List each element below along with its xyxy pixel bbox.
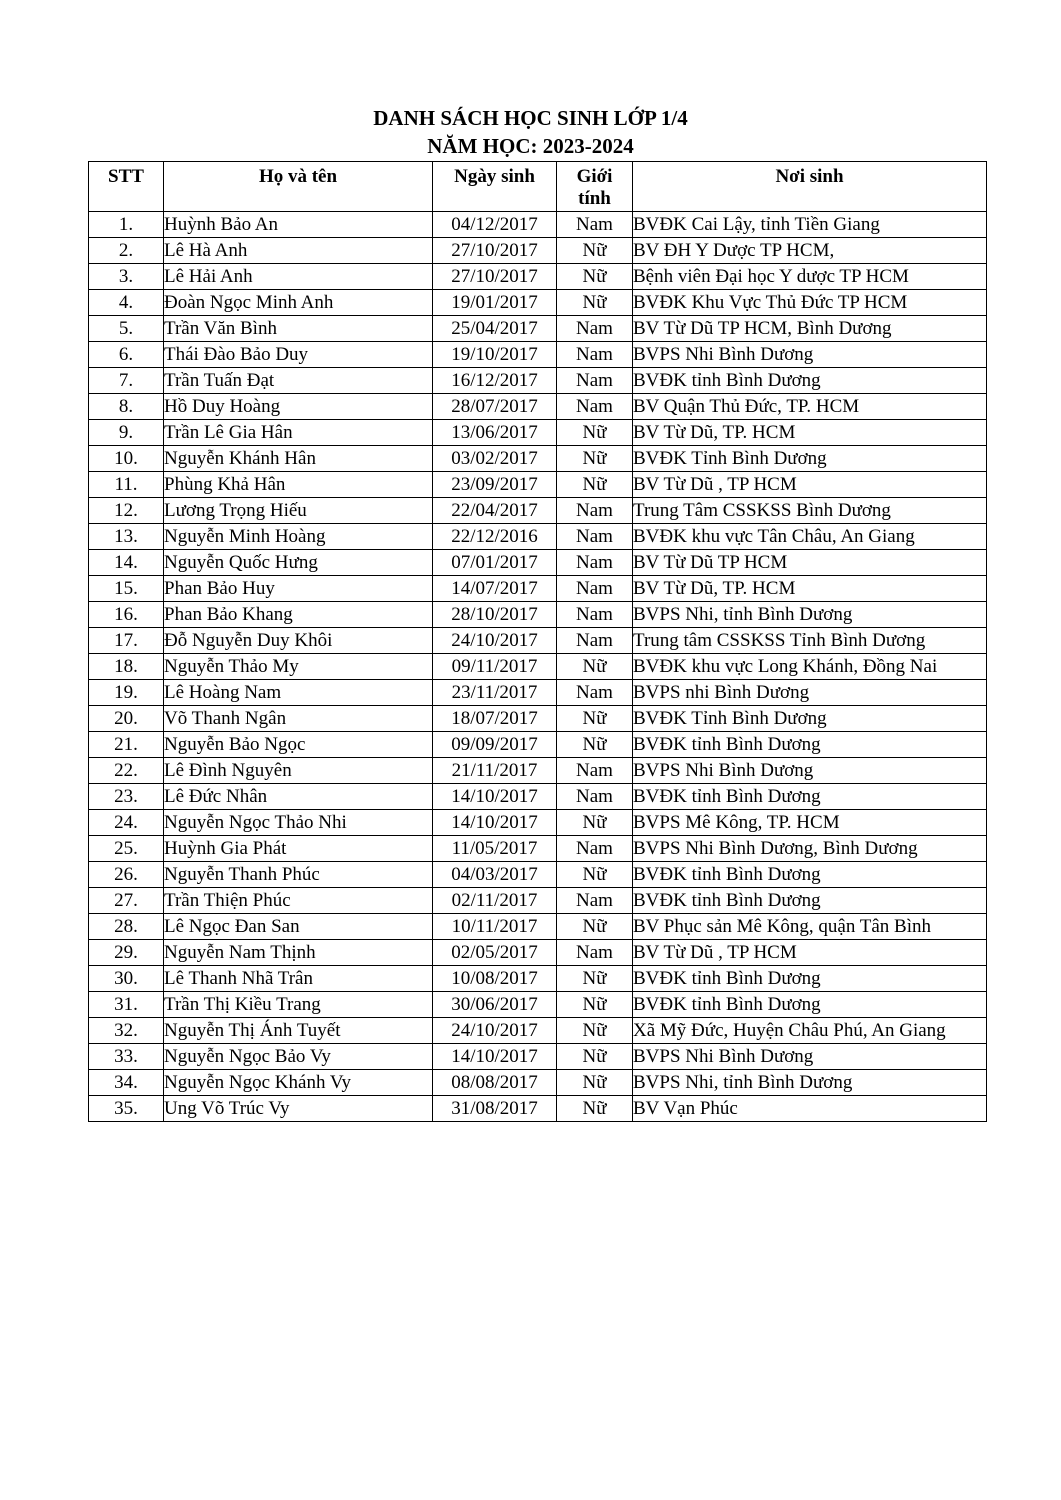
table-row [89,654,987,680]
cell-stt: 8. [89,394,164,420]
cell-gender: Nam [557,940,633,966]
cell-gender: Nữ [557,810,633,836]
cell-dob: 28/07/2017 [433,394,557,420]
cell-dob: 16/12/2017 [433,368,557,394]
cell-birthplace: BVĐK Tỉnh Bình Dương [633,446,987,472]
cell-dob: 13/06/2017 [433,420,557,446]
cell-stt: 10. [89,446,164,472]
cell-name: Nguyễn Ngọc Thảo Nhi [164,810,433,836]
cell-dob: 25/04/2017 [433,316,557,342]
header-row [89,162,987,212]
cell-name: Trần Thị Kiều Trang [164,992,433,1018]
cell-stt: 31. [89,992,164,1018]
cell-name: Phan Bảo Khang [164,602,433,628]
cell-dob: 31/08/2017 [433,1096,557,1122]
cell-stt: 3. [89,264,164,290]
cell-birthplace: Trung tâm CSSKSS Tỉnh Bình Dương [633,628,987,654]
cell-stt: 18. [89,654,164,680]
cell-dob: 27/10/2017 [433,264,557,290]
table-row [89,238,987,264]
cell-stt: 15. [89,576,164,602]
cell-dob: 02/11/2017 [433,888,557,914]
cell-dob: 22/04/2017 [433,498,557,524]
table-row [89,888,987,914]
cell-dob: 02/05/2017 [433,940,557,966]
cell-stt: 24. [89,810,164,836]
cell-gender: Nữ [557,420,633,446]
table-row [89,680,987,706]
cell-birthplace: BV Từ Dũ , TP HCM [633,940,987,966]
cell-name: Huỳnh Gia Phát [164,836,433,862]
table-row [89,1070,987,1096]
table-row [89,992,987,1018]
table-row [89,498,987,524]
cell-stt: 26. [89,862,164,888]
cell-gender: Nữ [557,1096,633,1122]
cell-stt: 20. [89,706,164,732]
cell-birthplace: BV Quận Thủ Đức, TP. HCM [633,394,987,420]
cell-birthplace: BV Từ Dũ, TP. HCM [633,420,987,446]
cell-gender: Nam [557,212,633,238]
cell-dob: 14/10/2017 [433,1044,557,1070]
cell-birthplace: BV Từ Dũ TP HCM [633,550,987,576]
table-row [89,368,987,394]
cell-stt: 5. [89,316,164,342]
cell-gender: Nữ [557,1070,633,1096]
cell-stt: 23. [89,784,164,810]
cell-name: Lê Thanh Nhã Trân [164,966,433,992]
cell-name: Lê Đình Nguyên [164,758,433,784]
cell-birthplace: BVPS Nhi Bình Dương, Bình Dương [633,836,987,862]
cell-birthplace: BVPS Nhi, tỉnh Bình Dương [633,602,987,628]
cell-birthplace: BV Từ Dũ , TP HCM [633,472,987,498]
cell-birthplace: BVĐK tỉnh Bình Dương [633,992,987,1018]
cell-dob: 18/07/2017 [433,706,557,732]
cell-dob: 08/08/2017 [433,1070,557,1096]
cell-stt: 1. [89,212,164,238]
cell-birthplace: BVĐK tỉnh Bình Dương [633,888,987,914]
cell-dob: 27/10/2017 [433,238,557,264]
cell-gender: Nam [557,316,633,342]
table-row [89,524,987,550]
table-row [89,342,987,368]
cell-gender: Nam [557,758,633,784]
cell-gender: Nữ [557,914,633,940]
cell-gender: Nữ [557,862,633,888]
table-header [89,162,987,212]
table-row [89,784,987,810]
cell-stt: 32. [89,1018,164,1044]
header-stt: STT [89,162,164,212]
table-row [89,420,987,446]
cell-name: Hồ Duy Hoàng [164,394,433,420]
cell-dob: 09/09/2017 [433,732,557,758]
table-row [89,212,987,238]
cell-name: Đoàn Ngọc Minh Anh [164,290,433,316]
cell-gender: Nữ [557,966,633,992]
cell-dob: 23/11/2017 [433,680,557,706]
table-row [89,316,987,342]
header-gender-line2: tính [578,188,611,209]
cell-gender: Nữ [557,1044,633,1070]
cell-name: Nguyễn Minh Hoàng [164,524,433,550]
cell-stt: 17. [89,628,164,654]
cell-stt: 21. [89,732,164,758]
cell-stt: 27. [89,888,164,914]
table-row [89,576,987,602]
cell-stt: 6. [89,342,164,368]
cell-birthplace: BVĐK tỉnh Bình Dương [633,784,987,810]
cell-dob: 24/10/2017 [433,628,557,654]
cell-name: Đỗ Nguyễn Duy Khôi [164,628,433,654]
cell-name: Nguyễn Ngọc Bảo Vy [164,1044,433,1070]
cell-birthplace: BVPS Nhi Bình Dương [633,1044,987,1070]
table-row [89,628,987,654]
cell-stt: 29. [89,940,164,966]
school-year-subtitle: NĂM HỌC: 2023-2024 [427,134,634,158]
table-row [89,472,987,498]
cell-birthplace: BVPS nhi Bình Dương [633,680,987,706]
student-roster-table [88,161,987,1122]
cell-stt: 9. [89,420,164,446]
cell-dob: 07/01/2017 [433,550,557,576]
cell-birthplace: BV Phục sản Mê Kông, quận Tân Bình [633,914,987,940]
cell-birthplace: BV Từ Dũ, TP. HCM [633,576,987,602]
header-gender [557,162,633,212]
header-birthplace: Nơi sinh [633,162,987,212]
cell-gender: Nam [557,680,633,706]
cell-dob: 24/10/2017 [433,1018,557,1044]
cell-name: Lê Ngọc Đan San [164,914,433,940]
cell-name: Trần Tuấn Đạt [164,368,433,394]
cell-name: Nguyễn Quốc Hưng [164,550,433,576]
cell-stt: 33. [89,1044,164,1070]
table-row [89,836,987,862]
cell-birthplace: Bệnh viên Đại học Y dược TP HCM [633,264,987,290]
cell-birthplace: BVĐK tỉnh Bình Dương [633,862,987,888]
table-row [89,264,987,290]
cell-gender: Nam [557,342,633,368]
table-row [89,810,987,836]
cell-dob: 14/07/2017 [433,576,557,602]
cell-name: Trần Lê Gia Hân [164,420,433,446]
cell-stt: 30. [89,966,164,992]
table-row [89,1044,987,1070]
cell-dob: 14/10/2017 [433,810,557,836]
cell-dob: 23/09/2017 [433,472,557,498]
cell-stt: 28. [89,914,164,940]
cell-gender: Nữ [557,238,633,264]
cell-name: Phan Bảo Huy [164,576,433,602]
table-row [89,1096,987,1122]
cell-stt: 22. [89,758,164,784]
cell-birthplace: BVĐK khu vực Long Khánh, Đồng Nai [633,654,987,680]
cell-name: Nguyễn Ngọc Khánh Vy [164,1070,433,1096]
cell-dob: 28/10/2017 [433,602,557,628]
cell-gender: Nam [557,628,633,654]
cell-birthplace: BV Vạn Phúc [633,1096,987,1122]
cell-name: Ung Võ Trúc Vy [164,1096,433,1122]
cell-gender: Nam [557,784,633,810]
table-row [89,602,987,628]
cell-name: Huỳnh Bảo An [164,212,433,238]
cell-stt: 2. [89,238,164,264]
cell-gender: Nam [557,602,633,628]
cell-dob: 19/01/2017 [433,290,557,316]
cell-dob: 11/05/2017 [433,836,557,862]
header-name: Họ và tên [164,162,433,212]
table-row [89,732,987,758]
cell-gender: Nam [557,576,633,602]
cell-name: Lương Trọng Hiếu [164,498,433,524]
cell-name: Lê Hoàng Nam [164,680,433,706]
cell-gender: Nam [557,888,633,914]
cell-name: Trần Thiện Phúc [164,888,433,914]
cell-dob: 09/11/2017 [433,654,557,680]
cell-stt: 12. [89,498,164,524]
table-row [89,706,987,732]
cell-dob: 03/02/2017 [433,446,557,472]
cell-gender: Nữ [557,264,633,290]
cell-dob: 10/11/2017 [433,914,557,940]
cell-gender: Nữ [557,654,633,680]
table-row [89,966,987,992]
table-row [89,914,987,940]
cell-dob: 19/10/2017 [433,342,557,368]
cell-name: Nguyễn Thị Ánh Tuyết [164,1018,433,1044]
cell-stt: 7. [89,368,164,394]
cell-stt: 35. [89,1096,164,1122]
cell-birthplace: BVPS Nhi, tỉnh Bình Dương [633,1070,987,1096]
table-body [89,212,987,1122]
cell-name: Phùng Khả Hân [164,472,433,498]
cell-name: Lê Hà Anh [164,238,433,264]
cell-gender: Nữ [557,290,633,316]
cell-birthplace: BV Từ Dũ TP HCM, Bình Dương [633,316,987,342]
cell-gender: Nam [557,524,633,550]
cell-gender: Nam [557,498,633,524]
cell-birthplace: BV ĐH Y Dược TP HCM, [633,238,987,264]
cell-gender: Nam [557,550,633,576]
table-row [89,758,987,784]
cell-gender: Nam [557,836,633,862]
cell-gender: Nữ [557,446,633,472]
cell-dob: 04/03/2017 [433,862,557,888]
cell-name: Thái Đào Bảo Duy [164,342,433,368]
cell-stt: 14. [89,550,164,576]
page-title: DANH SÁCH HỌC SINH LỚP 1/4 [373,106,688,130]
cell-gender: Nữ [557,706,633,732]
cell-gender: Nữ [557,732,633,758]
table-row [89,1018,987,1044]
cell-dob: 21/11/2017 [433,758,557,784]
cell-dob: 14/10/2017 [433,784,557,810]
table-row [89,862,987,888]
cell-birthplace: BVĐK tỉnh Bình Dương [633,966,987,992]
cell-stt: 4. [89,290,164,316]
cell-birthplace: BVĐK Tỉnh Bình Dương [633,706,987,732]
cell-stt: 11. [89,472,164,498]
cell-birthplace: Xã Mỹ Đức, Huyện Châu Phú, An Giang [633,1018,987,1044]
table-row [89,446,987,472]
cell-birthplace: BVĐK Cai Lậy, tỉnh Tiền Giang [633,212,987,238]
cell-birthplace: BVPS Nhi Bình Dương [633,342,987,368]
cell-birthplace: BVPS Nhi Bình Dương [633,758,987,784]
cell-stt: 25. [89,836,164,862]
cell-name: Nguyễn Thanh Phúc [164,862,433,888]
cell-name: Nguyễn Thảo My [164,654,433,680]
table-row [89,290,987,316]
header-gender-line1: Giới [576,166,613,187]
cell-birthplace: Trung Tâm CSSKSS Bình Dương [633,498,987,524]
cell-birthplace: BVĐK tỉnh Bình Dương [633,368,987,394]
cell-dob: 22/12/2016 [433,524,557,550]
cell-name: Lê Đức Nhân [164,784,433,810]
cell-name: Trần Văn Bình [164,316,433,342]
cell-dob: 10/08/2017 [433,966,557,992]
cell-dob: 04/12/2017 [433,212,557,238]
cell-birthplace: BVPS Mê Kông, TP. HCM [633,810,987,836]
cell-gender: Nữ [557,472,633,498]
header-dob: Ngày sinh [433,162,557,212]
table-row [89,940,987,966]
cell-name: Nguyễn Nam Thịnh [164,940,433,966]
cell-stt: 34. [89,1070,164,1096]
cell-name: Nguyễn Khánh Hân [164,446,433,472]
cell-birthplace: BVĐK khu vực Tân Châu, An Giang [633,524,987,550]
cell-gender: Nam [557,368,633,394]
table-row [89,394,987,420]
cell-stt: 19. [89,680,164,706]
cell-gender: Nữ [557,1018,633,1044]
cell-gender: Nữ [557,992,633,1018]
cell-stt: 16. [89,602,164,628]
cell-gender: Nam [557,394,633,420]
cell-dob: 30/06/2017 [433,992,557,1018]
cell-birthplace: BVĐK Khu Vực Thủ Đức TP HCM [633,290,987,316]
cell-name: Lê Hải Anh [164,264,433,290]
cell-birthplace: BVĐK tỉnh Bình Dương [633,732,987,758]
cell-name: Võ Thanh Ngân [164,706,433,732]
cell-stt: 13. [89,524,164,550]
cell-name: Nguyễn Bảo Ngọc [164,732,433,758]
table-row [89,550,987,576]
